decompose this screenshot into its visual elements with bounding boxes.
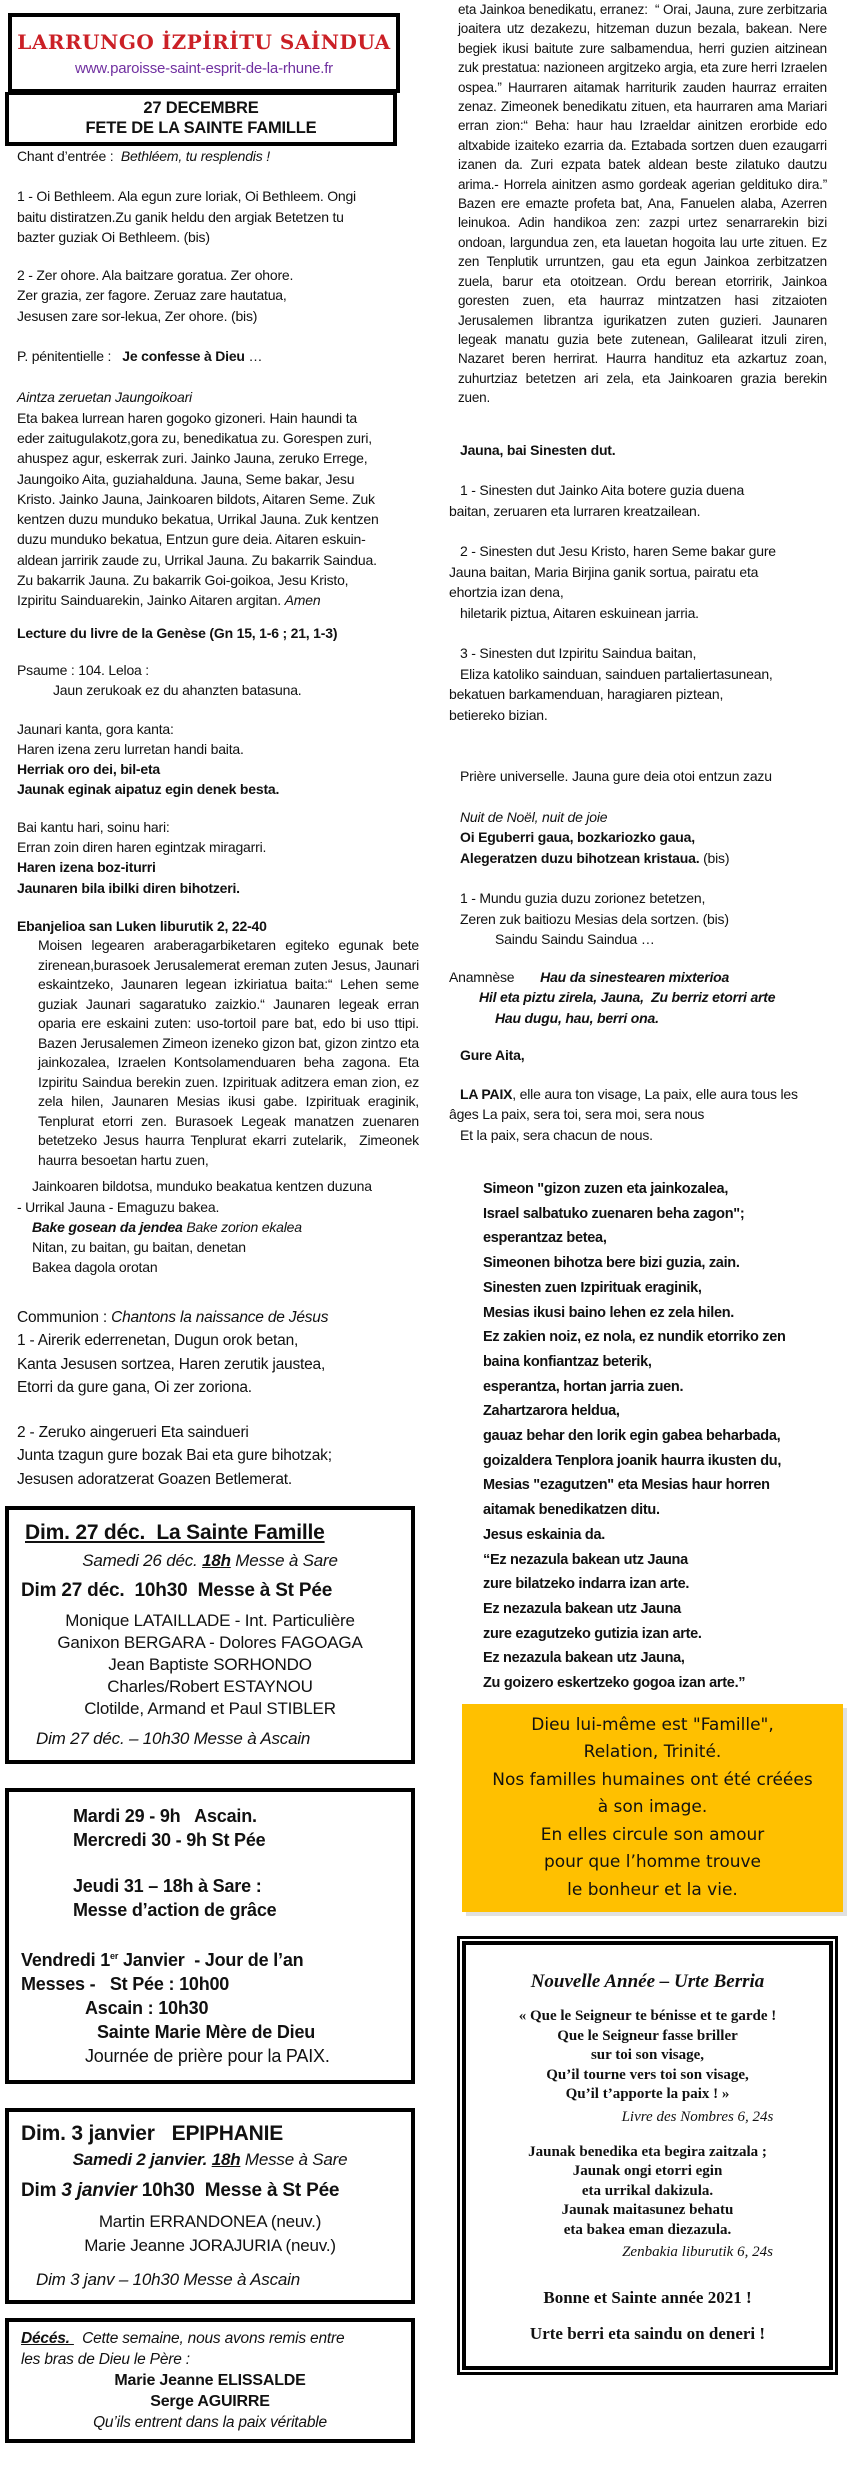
universal-prayer <box>449 766 829 787</box>
text-line: 2 - Sinesten dut Jesu Kristo, haren Seme bakar gure <box>460 543 776 560</box>
hymn-verse-2 <box>17 265 419 326</box>
epiphany-title <box>21 2120 399 2148</box>
mass-intentions <box>21 1610 399 1720</box>
text-line: Jainkoaren bildotsa, munduko beakatua kentzen duzuna <box>32 1178 372 1195</box>
text-line: Urte berri eta saindu on deneri ! <box>529 2324 766 2344</box>
text-line: Jeudi 31 – 18h à Sare : <box>73 1876 262 1897</box>
blessing-fr-ref <box>474 2107 821 2127</box>
text-line: Eliza katoliko sainduan, sainduen partaliertasunean, <box>460 665 773 682</box>
penitential-prayer <box>17 346 419 366</box>
text-line: LA PAIX, elle aura ton visage, La paix, elle aura tous les <box>460 1085 798 1102</box>
text-line: Marie Jeanne ELISSALDE <box>114 2372 306 2390</box>
la-paix <box>449 1084 829 1146</box>
gospel-continuation: eta Jainkoa benedikatu, erranez: “ Orai, Jauna, zure zerbitzaria joaitera utz dezakezu, hitzeman duzun bezala, bakean. Nere begiek ikusi baitute zure salbamendua, herri guzien aitzinean zuk prestatua: nazioneen argitzeko argia, eta zure herri Izraelen ospea.” Haurraren aitamak harriturik zauden haurraz erraiten zenaz. Zimeonek benedikatu zituen, eta haurraren ama Mariari erran zion:“ Beha: haur hau Izraeldar ainitzen erorbide edo altxabide izaiteko ezarria da. Eztabada sortzen duen ezaugarri izanen da. Zuri ezpata batek aldean beste zilatuko dautzu arima.- Horrela ainitzen asmo gordeak agerian geldituko dira.” Bazen ere emazte profeta bat, Ana, Fanuelen alaba, Azerren leinukoa. Adin handikoa zen: zazpi urtez senarrarekin bizi ondoan, largundua zen, eta lauetan hogoita lau urte zituen. Ez zen Tenplutik urruntzen, gau eta egun Jainkoa zerbitzatzen zuela, barur eta otoitzean. Ordu berean etorririk, Jainkoa goresten zuen, eta haurraz mintzatzen hasi zitzaioten Jerusalemen librantza igurikatzen zuten guzieri. Jaunaren legeak manatu guzia bete zutenean, Galilearat itzuli ziren, Nazaret beren herrirat. Haurra handituz eta azkartuz zoan, zuhurtziaz betetzen ari zela, eta Jainkoaren grazia berekin zuen. <box>458 2 827 406</box>
famille-quote <box>462 1704 843 1913</box>
mass-ascain <box>21 1728 399 1750</box>
text-line: Lecture du livre de la Genèse (Gn 15, 1-6 ; 21, 1-3) <box>17 624 338 641</box>
noel-hymn <box>449 807 829 869</box>
text-line: - Urrikal Jauna - Emaguzu bakea. <box>17 1198 220 1215</box>
text-line: Jesus eskainia da. <box>483 1526 605 1543</box>
text-line: Bai kantu hari, soinu hari: <box>17 818 170 835</box>
text-line: Oi Eguberri gaua, bozkariozko gaua, <box>460 829 695 846</box>
text-line: pour que l’homme trouve <box>543 1852 762 1873</box>
text-line: à son image. <box>597 1797 708 1818</box>
text-line: eder zaitugulakotz,gora zu, benedikatua zu. Gorespen zuri, <box>17 429 372 446</box>
text-line: Samedi 26 déc. 18h Messe à Sare <box>82 1551 338 1571</box>
text-line: Décés. Cette semaine, nous avons remis entre <box>21 2330 345 2348</box>
text-line: Zu bakarrik Jauna. Zu bakarrik Goi-goikoa, Jesu Kristo, <box>17 572 349 589</box>
new-year-title <box>474 1969 821 1995</box>
text-line: aldean jarririk zaude zu, Urrikal Jauna. Zu bakarrik Saindua. <box>17 551 377 568</box>
deaths-text <box>21 2328 399 2370</box>
text-line: 3 - Sinesten dut Izpiritu Saindua baitan, <box>460 645 697 662</box>
text-line: Israel salbatuko zuenaren beha zagon"; <box>483 1205 745 1222</box>
blessing-eu <box>474 2143 821 2241</box>
text-line: Relation, Trinité. <box>583 1742 722 1763</box>
mass-st-pee <box>21 1578 399 1604</box>
mass-ascain-2 <box>21 2268 399 2292</box>
text-line: Samedi 2 janvier. 18h Messe à Sare <box>72 2150 348 2170</box>
blessing-eu-ref <box>474 2242 821 2262</box>
text-line: Haren izena boz-iturri <box>17 859 156 876</box>
credo-1 <box>449 480 829 521</box>
frame-inner <box>462 1941 833 2370</box>
hymn-verse-1 <box>17 186 419 247</box>
our-father <box>449 1045 829 1066</box>
text-line: eta urrikal dakizula. <box>581 2182 714 2199</box>
text-line: Mardi 29 - 9h Ascain. <box>73 1806 257 1827</box>
text-line: Jauna baitan, Maria Birjina ganik sortua, pairatu eta <box>449 563 759 580</box>
first-reading-title <box>17 623 419 643</box>
text-line: Chant d’entrée : Bethléem, tu resplendis ! <box>17 148 270 164</box>
text-line: Mercredi 30 - 9h St Pée <box>73 1830 266 1851</box>
text-line: Junta tzagun gure bozak Bai eta gure bihotzak; <box>17 1447 332 1465</box>
mass-sare-2 <box>21 2148 399 2172</box>
text-line: Gure Aita, <box>460 1047 525 1064</box>
communion-verse-2 <box>17 1421 419 1492</box>
text-line: « Que le Seigneur te bénisse et te garde ! <box>518 2008 777 2025</box>
schedule-title <box>25 1522 399 1544</box>
text-line: zure ezagutzeko gutizia izan arte. <box>483 1625 702 1642</box>
text-line: esperantzaz betea, <box>483 1230 607 1247</box>
text-line: Jaunak benedika eta begira zaitzala ; <box>528 2143 767 2160</box>
bulletin-date: 27 DECEMBRE <box>143 99 259 117</box>
text-line: Alegeratzen duzu bihotzean kristaua. (bis) <box>460 849 730 866</box>
text-line: bazter guziak Oi Bethleem. (bis) <box>17 228 210 245</box>
anamnesis <box>449 967 829 1029</box>
text-line: Prière universelle. Jauna gure deia otoi entzun zazu <box>460 768 772 785</box>
text-line: Anamnèse Hau da sinestearen mixterioa <box>449 968 730 985</box>
text-line: Charles/Robert ESTAYNOU <box>107 1677 313 1697</box>
text-line: Zenbakia liburutik 6, 24s <box>622 2244 773 2261</box>
date-box <box>5 92 397 146</box>
text-line: Eta bakea lurrean haren gogoko gizoneri. Hain haundi ta <box>17 409 358 426</box>
text-line: Dim. 3 janvier EPIPHANIE <box>21 2122 284 2146</box>
text-line: Ebanjelioa san Luken liburutik 2, 22-40 <box>17 917 267 934</box>
text-line: baina konfiantzaz beterik, <box>483 1353 652 1370</box>
communion-hymn <box>17 1306 419 1400</box>
text-line: Hil eta piztu zirela, Jauna, Zu berriz etorri arte <box>479 989 776 1006</box>
text-line: Communion : Chantons la naissance de Jésus <box>17 1308 329 1326</box>
text-line: Qu’il t’apporte la paix ! » <box>565 2086 730 2103</box>
text-line: baitu distiratzen.Zu ganik heldu den argiak Betetzen tu <box>17 208 344 225</box>
text-line: Bakea dagola orotan <box>32 1259 158 1276</box>
mass-sare <box>21 1550 399 1572</box>
text-line: Zeren zuk baitiozu Mesias dela sortzen. (bis) <box>460 910 729 927</box>
text-line: Ez nezazula bakean utz Jauna, <box>483 1650 685 1667</box>
text-line: Jaungoiko Aita, guziahalduna. Jauna, Seme bakar, Jesu <box>17 470 355 487</box>
text-line: Jaunari kanta, gora kanta: <box>17 720 174 737</box>
text-line: Ganixon BERGARA - Dolores FAGOAGA <box>57 1633 363 1653</box>
text-line: Nuit de Noël, nuit de joie <box>460 808 608 825</box>
text-line: ahuspez agur, eskerrak zuri. Jainko Jauna, zeruko Errege, <box>17 450 368 467</box>
text-line: Mesias ikusi baino lehen ez zela hilen. <box>483 1304 734 1321</box>
text-line: Erran zoin diren haren egintzak miragarri. <box>17 839 267 856</box>
text-line: Sainte Marie Mère de Dieu <box>97 2022 316 2043</box>
text-line: Jaunaren bila ibilki diren bihotzeri. <box>17 879 240 896</box>
text-line: Aintza zeruetan Jaungoikoari <box>17 389 192 406</box>
text-line: Journée de prière pour la PAIX. <box>85 2046 330 2067</box>
text-line: Jaunak eginak aipatuz egin denek besta. <box>17 781 280 798</box>
weekday-masses <box>21 1804 399 1852</box>
text-line: duzu munduko bekatua, Entzun gure deia. Aitaren eskuin- <box>17 531 366 548</box>
text-line: Ez zakien noiz, ez nola, ez nundik etorriko zen <box>483 1329 786 1346</box>
text-line: Hau dugu, hau, berri ona. <box>495 1009 659 1026</box>
text-line: Kristo. Jainko Jauna, Jainkoaren bildots, Aitaren Seme. Zuk <box>17 490 375 507</box>
text-line: gauaz behar den lorik egin gabea beharbada, <box>483 1428 781 1445</box>
text-line: Bake gosean da jendea Bake zorion ekalea <box>32 1218 302 1235</box>
blessing-fr <box>474 2007 821 2105</box>
text-line: Jauna, bai Sinesten dut. <box>460 441 616 458</box>
text-line: Nouvelle Année – Urte Berria <box>530 1971 765 1993</box>
credo-2 <box>449 541 829 623</box>
text-line: bekatuen barkamenduan, haragiaren piztean, <box>449 686 724 703</box>
text-line: 1 - Mundu guzia duzu zorionez betetzen, <box>460 890 706 907</box>
text-line: Kanta Jesusen sortzea, Haren zerutik jaustea, <box>17 1355 326 1373</box>
text-line: zure bilatzeko indarra izan arte. <box>483 1576 690 1593</box>
text-line: Etorri da gure gana, Oi zer zoriona. <box>17 1379 252 1397</box>
gospel-title <box>17 916 419 936</box>
left-column-content <box>17 146 419 2443</box>
gospel-text: Moisen legearen araberagarbiketaren egiteko egunak bete zirenean,burasoek Jerusalemerat ereman zuten Jesus, Jaunari eskaintzeko, Jaunaren legean izkiriatua baita:“ Lehen seme guziak Jaunari sagaratuko zaizkio.“ Jaunaren legeak erran oparia ere eskaini zuten: uso-tortoil pare bat, edo bi uso ttipi. Bazen Jerusalemen Zimeon izeneko gizon bat, gizon zintzo eta jainkozalea, Izraelen Kontsolamenduaren beha zagona. Eta Izpiritu Saindua berekin zuen. Izpirituak aditzera eman zion, ez zela hilen, Jaunaren Mesias ikusi gabe. Izpirituak eraginik, Tenplurat etorri zen. Burasoek Legeak manatzen zuenaren betetzeko Jesus haurra Tenplurat ekarri zutelarik, Zimeonek haurra besoetan hartu zuen, <box>38 937 419 1168</box>
text-line: Zahartzarora heldua, <box>483 1403 620 1420</box>
text-line: Zer grazia, zer fagore. Zeruaz zare hautatua, <box>17 287 287 304</box>
text-line: Dim 3 janvier 10h30 Messe à St Pée <box>21 2180 340 2202</box>
credo-title <box>449 440 829 461</box>
text-line: hiletarik piztua, Aitaren eskuinean jarria. <box>460 604 699 621</box>
text-line: Dim 27 déc. – 10h30 Messe à Ascain <box>36 1729 311 1749</box>
text-line: Jaunak ongi etorri egin <box>572 2163 723 2180</box>
schedule-week <box>5 1788 415 2084</box>
text-line: P. pénitentielle : Je confesse à Dieu … <box>17 348 263 365</box>
greeting-eu <box>474 2322 821 2346</box>
text-line: Nos familles humaines ont été créées <box>492 1769 813 1790</box>
text-line: Jesusen adoratzerat Goazen Betlemerat. <box>17 1470 293 1488</box>
text-line: sur toi son visage, <box>590 2047 705 2064</box>
text-line: Qu’il tourne vers toi son visage, <box>546 2066 749 2083</box>
text-line: Ez nezazula bakean utz Jauna <box>483 1600 681 1617</box>
text-line: 2 - Zeruko aingerueri Eta saindueri <box>17 1423 249 1441</box>
psalm-verse-1 <box>17 719 419 800</box>
text-line: Simeon "gizon zuzen eta jainkozalea, <box>483 1181 729 1198</box>
text-line: Messe d’action de grâce <box>73 1900 277 1921</box>
text-line: les bras de Dieu le Père : <box>21 2351 190 2369</box>
text-line: Jean Baptiste SORHONDO <box>108 1655 312 1675</box>
text-line: Nitan, zu baitan, gu baitan, denetan <box>32 1239 246 1256</box>
text-line: Sinesten zuen Izpirituak eraginik, <box>483 1279 702 1296</box>
text-line: âges La paix, sera toi, sera moi, sera nous <box>449 1106 705 1123</box>
text-line: Messes - St Pée : 10h00 <box>21 1974 230 1995</box>
text-line: Vendredi 1er Janvier - Jour de l’an <box>21 1950 304 1971</box>
mass-st-pee-2 <box>21 2178 399 2204</box>
text-line: 1 - Airerik ederrenetan, Dugun orok betan, <box>17 1332 299 1350</box>
text-line: aitamak benedikatzen ditu. <box>483 1502 660 1519</box>
text-line: esperantza, hortan jarria zuen. <box>483 1378 684 1395</box>
parish-website-url: www.paroisse-saint-esprit-de-la-rhune.fr <box>75 60 333 77</box>
text-line: Saindu Saindu Saindua … <box>495 931 655 948</box>
text-line: Et la paix, sera chacun de nous. <box>460 1126 653 1143</box>
greeting-fr <box>474 2286 821 2310</box>
psalm-verse-2 <box>17 817 419 898</box>
text-line: Clotilde, Armand et Paul STIBLER <box>84 1699 336 1719</box>
text-line: eta bakea eman diezazula. <box>563 2221 732 2238</box>
text-line: Jesusen zare sor-lekua, Zer ohore. (bis) <box>17 307 258 324</box>
text-line: Zu goizero eskertzeko gogoa izan arte.” <box>483 1675 746 1692</box>
text-line: Dim 27 déc. 10h30 Messe à St Pée <box>21 1580 333 1602</box>
noel-verse-1 <box>449 888 829 950</box>
agnus-dei <box>17 1176 419 1277</box>
text-line: Haren izena zeru lurretan handi baita. <box>17 740 244 757</box>
text-line: baitan, zeruaren eta lurraren kreatzailean. <box>449 502 701 519</box>
text-line: Monique LATAILLADE - Int. Particulière <box>65 1611 355 1631</box>
text-line: Herriak oro dei, bil-eta <box>17 761 161 778</box>
left-column <box>17 0 419 2443</box>
right-column <box>449 0 829 2375</box>
text-line: Serge AGUIRRE <box>150 2393 270 2411</box>
text-line: kentzen duzu munduko bekatua, Urrikal Jauna. Zuk kentzen <box>17 511 379 528</box>
new-year-masses <box>21 1944 399 2068</box>
parish-title: LARRUNGO İZPİRİTU SAİNDUA <box>17 30 391 54</box>
text-line: Izpiritu Sainduarekin, Jainko Aitaren argitan. Amen <box>17 592 321 609</box>
text-line: Que le Seigneur fasse briller <box>557 2027 738 2044</box>
text-line: goizaldera Tenplora joanik haurra ikusten du, <box>483 1452 782 1469</box>
gloria-hymn <box>17 387 419 610</box>
text-line: Dim 3 janv – 10h30 Messe à Ascain <box>36 2270 300 2290</box>
text-line: Dim. 27 déc. La Sainte Famille <box>25 1521 325 1545</box>
psalm-title <box>17 660 419 701</box>
text-line: 1 - Oi Bethleem. Ala egun zure loriak, Oi Bethleem. Ongi <box>17 188 356 205</box>
text-line: Qu’ils entrent dans la paix véritable <box>93 2414 327 2432</box>
text-line: betiereko bizian. <box>449 706 548 723</box>
text-line: 2 - Zer ohore. Ala baitzare goratua. Zer ohore. <box>17 267 294 284</box>
text-line: Simeonen bihotza bere bizi guzia, zain. <box>483 1255 740 1272</box>
new-year-frame <box>457 1936 838 2375</box>
text-line: Marie Jeanne JORAJURIA (neuv.) <box>84 2236 336 2256</box>
entrance-hymn-title <box>17 146 419 166</box>
text-line: Ascain : 10h30 <box>85 1998 209 2019</box>
text-line: Jaun zerukoak ez du ahanzten batasuna. <box>53 682 302 699</box>
text-line: En elles circule son amour <box>540 1824 765 1845</box>
text-line: 1 - Sinesten dut Jainko Aita botere guzia duena <box>460 482 745 499</box>
schedule-epiphany <box>5 2108 415 2304</box>
text-line: Jaunak maitasunez behatu <box>561 2202 734 2219</box>
credo-3 <box>449 643 829 725</box>
deaths-closing <box>21 2412 399 2433</box>
text-line: Livre des Nombres 6, 24s <box>621 2108 774 2125</box>
text-line: Martin ERRANDONEA (neuv.) <box>98 2212 322 2232</box>
text-line: Mesias "ezagutzen" eta Mesias haur horren <box>483 1477 770 1494</box>
feast-name: FETE DE LA SAINTE FAMILLE <box>85 119 317 137</box>
text-line: le bonheur et la vie. <box>567 1879 738 1900</box>
schedule-sainte-famille <box>5 1506 415 1764</box>
right-column-content <box>449 0 829 2375</box>
deceased-names <box>21 2370 399 2412</box>
simeon-meditation <box>449 1177 829 1696</box>
text-line: “Ez nezazula bakean utz Jauna <box>483 1551 688 1568</box>
text-line: Bonne et Sainte année 2021 ! <box>543 2288 752 2308</box>
deaths-notice <box>5 2318 415 2443</box>
mass-intentions-2 <box>21 2210 399 2258</box>
text-line: Psaume : 104. Leloa : <box>17 661 149 678</box>
text-line: ehortzia izan dena, <box>449 584 564 601</box>
text-line: Dieu lui-même est "Famille", <box>531 1714 774 1735</box>
thursday-mass <box>21 1874 399 1922</box>
parish-logo-box <box>8 13 400 93</box>
